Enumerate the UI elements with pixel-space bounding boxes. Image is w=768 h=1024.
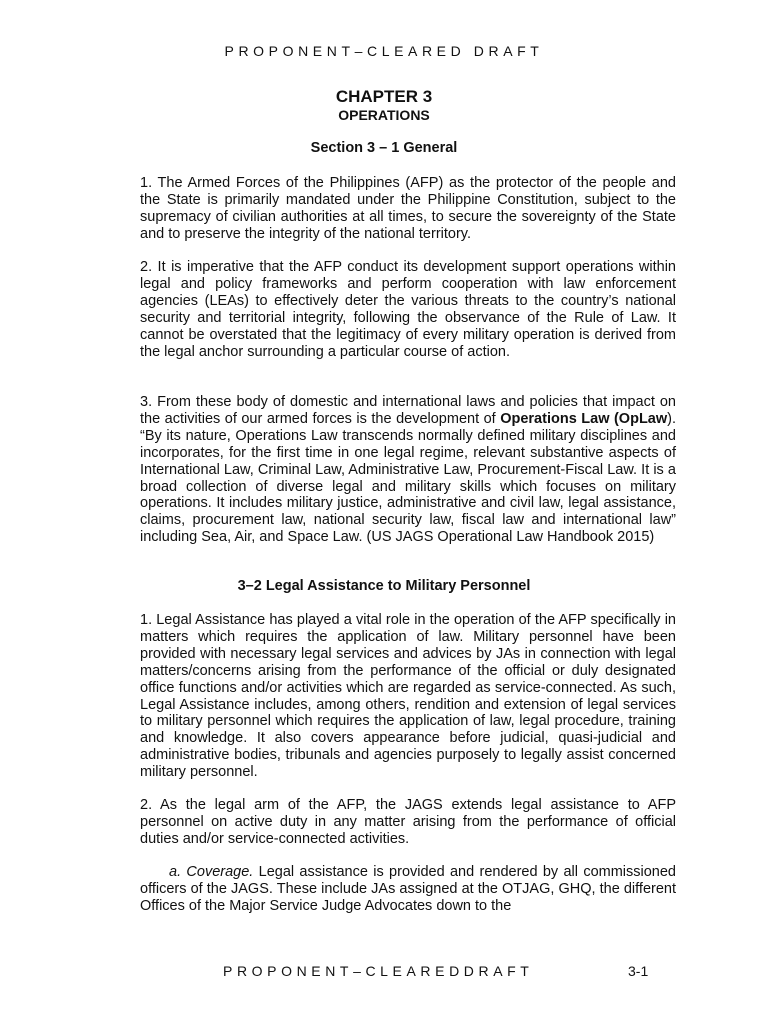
page-number: 3-1	[628, 963, 649, 979]
paragraph-3-intro: 3. From these body of domestic and international laws and policies that impact on the activities of our armed forces is the development of	[140, 394, 676, 427]
section-3-2-heading: 3–2 Legal Assistance to Military Personnel	[237, 578, 531, 594]
section-3-2-paragraph-a	[140, 864, 676, 915]
operations-law-term: Operations Law (OpLaw	[500, 410, 668, 427]
section-3-1-heading: Section 3 – 1 General	[310, 140, 458, 156]
chapter-subtitle: OPERATIONS	[338, 107, 430, 123]
coverage-label: a. Coverage.	[169, 864, 254, 880]
coverage-text: Legal assistance is provided and rendered by all commissioned officers of the JAGS. These include JAs assigned at the OTJAG, GHQ, the different Offices of the Major Service Judge Advocates down to the	[140, 864, 676, 914]
section-3-2-paragraph-2: 2. As the legal arm of the AFP, the JAGS extends legal assistance to AFP personnel on active duty in any matter arising from the performance of official duties and/or service-connected activities.	[140, 797, 676, 847]
chapter-title: CHAPTER 3	[335, 87, 433, 106]
page-footer: PROPONENT–CLEAREDDRAFT	[223, 963, 534, 979]
paragraph-3-body: ). “By its nature, Operations Law transcends normally defined military disciplines and incorporates, for the first time in one legal regime, relevant substantive aspects of International Law, Criminal Law, Administrative Law, Procurement-Fiscal Law. It is a broad collection of diverse legal and military skills which focuses on military operations. It includes military justice, administrative and civil law, legal assistance, claims, procurement law, national security law, fiscal law and international law” including Sea, Air, and Space Law. (US JAGS Operational Law Handbook 2015)	[140, 410, 676, 546]
section-3-1-paragraph-2: 2. It is imperative that the AFP conduct its development support operations within legal and policy frameworks and perform cooperation with law enforcement agencies (LEAs) to effectively deter the various threats to the country’s national security and territorial integrity, following the observance of the Rule of Law. It cannot be overstated that the legitimacy of every military operation is derived from the legal anchor surrounding a particular course of action.	[140, 259, 676, 360]
section-3-1-paragraph-3	[140, 394, 676, 546]
section-3-1-paragraph-1: 1. The Armed Forces of the Philippines (AFP) as the protector of the people and the State is primarily mandated under the Philippine Constitution, subject to the supremacy of civilian authorities at all times, to secure the sovereignty of the State and to preserve the integrity of the national territory.	[140, 175, 676, 242]
page-header: PROPONENT–CLEARED DRAFT	[224, 43, 544, 59]
section-3-2-paragraph-1: 1. Legal Assistance has played a vital role in the operation of the AFP specifically in matters which requires the application of law. Military personnel have been provided with necessary legal services and advices by JAs in connection with legal matters/concerns arising from the performance of the official or duly designated office functions and/or activities which are regarded as service-connected. As such, Legal Assistance includes, among others, rendition and extension of legal services to military personnel which requires the application of law, legal procedure, training and knowledge. It also covers appearance before judicial, quasi-judicial and administrative bodies, tribunals and agencies purposely to legally assist concerned military personnel.	[140, 612, 676, 781]
